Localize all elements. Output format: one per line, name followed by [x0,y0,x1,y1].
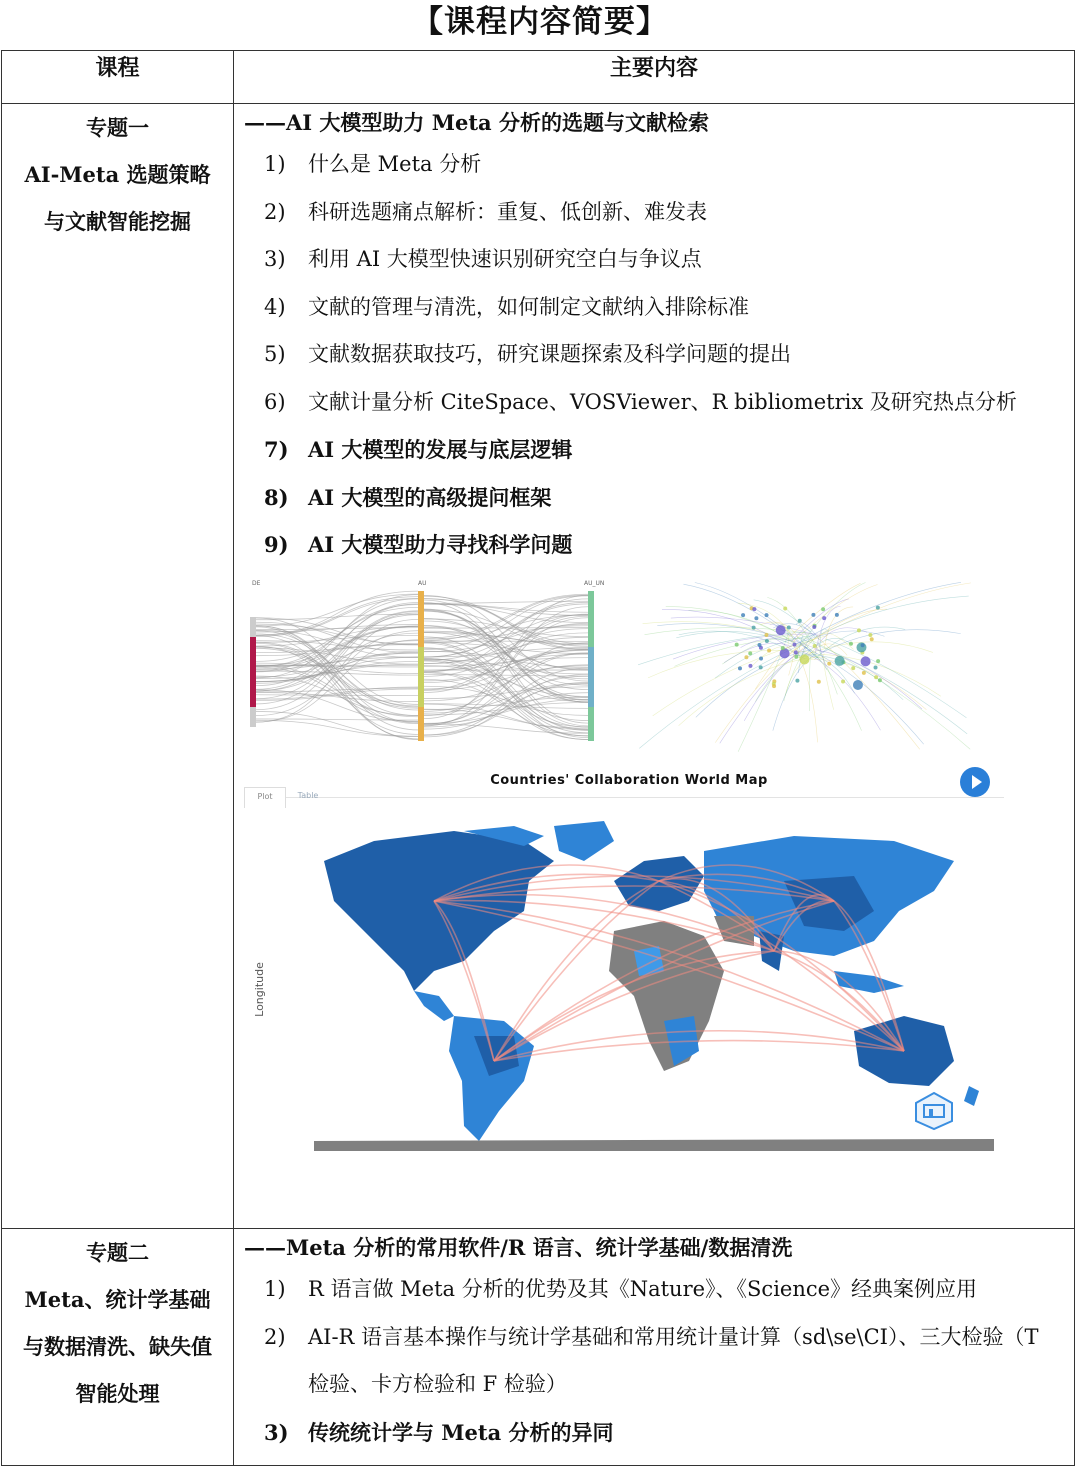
continent-antarctica [314,1139,994,1151]
network-edge [824,606,853,647]
continent-south-america [449,1016,534,1141]
world-map [314,821,994,1151]
section-heading: ——Meta 分析的常用软件/R 语言、统计学基础/数据清洗 [244,1235,793,1260]
network-node [787,625,791,629]
network-node [759,656,763,660]
network-node [811,612,815,616]
network-node [752,625,756,629]
network-edge [803,641,933,655]
network-node [735,642,739,646]
list-item: 1) 什么是 Meta 分析 [264,152,482,176]
network-node [744,655,748,659]
network-node [780,648,790,658]
list-item: 7) AI 大模型的发展与底层逻辑 [264,437,573,462]
network-node [813,644,817,648]
content-cell-2 [234,1229,1075,1466]
tab-table[interactable]: Table [297,790,319,800]
sankey-label-de: DE [252,579,261,587]
sankey-node-mid-alt [418,647,424,707]
sankey-flow [424,686,588,715]
topic-cell-2 [2,1229,234,1466]
network-node [874,675,878,679]
topic-list [234,141,1074,569]
network-node [876,605,880,609]
network-edge [796,653,903,699]
list-item: 2) AI-R 语言基本操作与统计学基础和常用统计量计算（sd\se\CI）、三大检验（T 检验、卡方检验和 F 检验） [264,1324,1039,1396]
network-edge [671,617,820,636]
network-node [878,678,882,682]
list-item: 3) 传统统计学与 Meta 分析的异同 [264,1419,614,1445]
network-edge [809,655,811,711]
figures-area [234,573,1074,1173]
sankey-label-au: AU [418,579,427,587]
map-axis-label: Longitude [252,961,266,1017]
network-edge [720,653,798,743]
list-item: 2) 科研选题痛点解析：重复、低创新、难发表 [264,199,707,224]
network-node [798,618,802,622]
table-row [2,1229,1075,1466]
network-node [781,646,785,650]
network-node [767,648,771,652]
network-edge [792,582,971,650]
network-node [870,637,874,641]
collaboration-arc [494,1040,904,1060]
network-node [868,632,872,636]
network-edge [823,629,960,651]
network-edges [638,582,971,751]
region-new-zealand [964,1086,979,1106]
network-node [812,624,816,628]
network-edge [825,638,966,717]
page-title: 【课程内容简要】 [412,4,668,40]
network-node [851,666,855,670]
network-node [765,639,769,643]
table-header-row [2,51,1075,104]
network-node [799,654,809,664]
topic-line: 与文献智能挖掘 [44,209,191,234]
network-node [857,628,861,632]
network-node [861,656,871,666]
network-edge [666,606,794,641]
network-node [792,642,796,646]
topic-line: 与数据清洗、缺失值 [23,1334,212,1359]
sankey-flow [256,610,418,698]
network-node [741,613,745,617]
network-node [776,625,786,635]
list-item: 6) 文献计量分析 CiteSpace、VOSViewer、R bibliometrix 及研究热点分析 [264,389,1017,414]
map-title: Countries' Collaboration World Map [490,772,768,788]
network-node [861,643,865,647]
topic-line: 专题一 [86,115,149,140]
topic-line: AI-Meta 选题策略 [24,162,211,187]
tab-plot[interactable]: Plot [244,787,286,808]
sankey-figure [248,577,608,757]
sankey-node-left [250,637,256,707]
network-edge [808,634,838,694]
network-node [794,650,798,654]
list-item: 5) 文献数据获取技巧，研究课题探索及科学问题的提出 [264,342,791,366]
network-node [841,679,845,683]
list-item: 3) 利用 AI 大模型快速识别研究空白与争议点 [264,247,702,271]
continent-africa [609,921,724,1071]
sankey-node-right-alt [588,647,594,707]
network-edge [648,650,816,677]
sankey-flow [256,720,418,736]
network-node [748,663,752,667]
section-heading: ——AI 大模型助力 Meta 分析的选题与文献检索 [244,110,709,135]
network-node [827,661,831,665]
network-edge [715,644,802,743]
list-item: 9) AI 大模型助力寻找科学问题 [264,532,573,557]
network-node [764,633,768,637]
sankey-node-left-gray [250,707,256,727]
play-icon [972,775,982,789]
list-item: 8) AI 大模型的高级提问框架 [264,484,552,510]
network-node [752,607,756,611]
sankey-flow [424,702,588,714]
network-edge [796,582,865,650]
network-node [835,612,839,616]
sankey-node-left-gray [250,617,256,637]
network-node [822,616,826,620]
table-row [2,104,1075,1229]
sankey-label-au-un: AU_UN [584,579,605,587]
play-button[interactable] [960,767,990,797]
network-node [874,665,878,669]
network-node [795,678,799,682]
network-node [817,679,821,683]
network-edge [696,649,811,717]
content-cell-1 [234,104,1075,1229]
header-course: 课程 [2,51,234,104]
topic-list [234,1266,1074,1456]
hexagon-logo-icon [912,1091,956,1131]
network-node [835,655,845,665]
network-figure [618,577,998,757]
network-node [758,643,762,647]
network-node [738,666,742,670]
network-edge [653,635,828,715]
header-main-content: 主要内容 [234,51,1075,104]
network-edge [818,638,919,749]
landmass-greenland-2 [554,821,614,861]
list-item: 4) 文献的管理与清洗，如何制定文献纳入排除标准 [264,294,749,319]
topic-line: 专题二 [86,1240,149,1265]
network-node [759,665,763,669]
course-table [1,50,1075,1466]
network-node [783,606,787,610]
continent-europe [614,856,704,911]
network-nodes [735,605,882,689]
network-node [794,654,798,658]
topic-line: 智能处理 [75,1381,160,1406]
topic-cell-1 [2,104,234,1229]
list-item: 1) R 语言做 Meta 分析的优势及其《Nature》、《Science》经典案例应用 [264,1277,978,1301]
world-map-panel [244,773,1014,1163]
network-node [821,607,825,611]
network-node [754,616,758,620]
network-node [876,659,880,663]
network-node [765,613,769,617]
network-node [862,670,866,674]
region-central-america [414,991,454,1021]
network-node [853,679,863,689]
network-node [772,684,776,688]
network-node [748,651,752,655]
network-node [849,641,853,645]
topic-line: Meta、统计学基础 [24,1287,211,1312]
